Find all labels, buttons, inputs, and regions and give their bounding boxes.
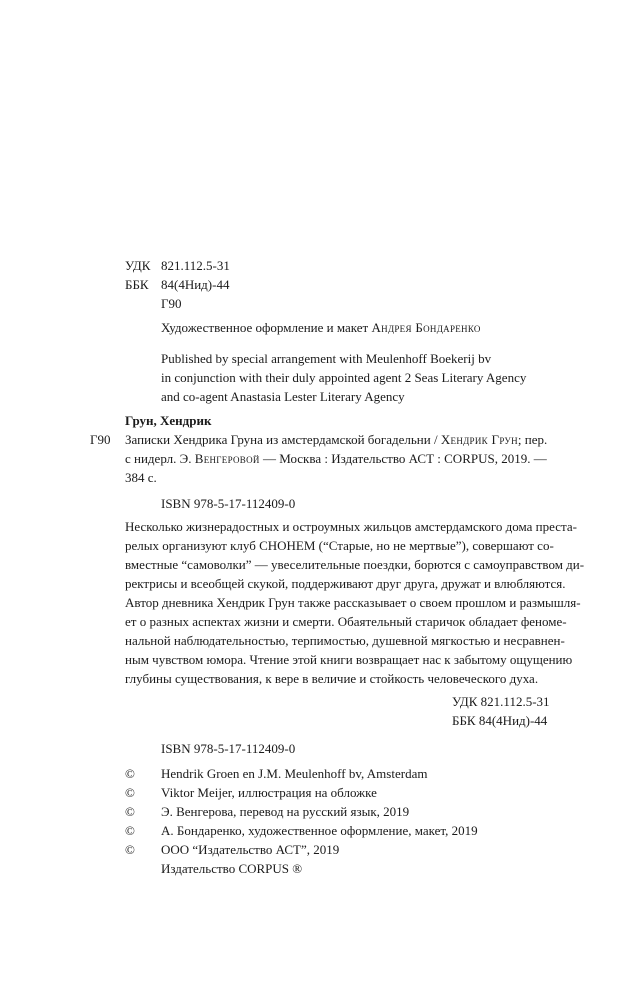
annotation-line: вместные “самоволки” — увеселительные поездки, борются с самоуправством ди- (125, 557, 585, 572)
copyright-symbol: © (125, 823, 135, 838)
publishing-note-line: and co-agent Anastasia Lester Literary Agency (161, 389, 405, 404)
annotation-line: нальной наблюдательностью, терпимостью, душевной мягкостью и несравнен- (125, 633, 565, 648)
copyright-symbol: © (125, 785, 135, 800)
bib-translation-prefix: ; пер. (517, 432, 548, 447)
design-credit (161, 319, 481, 337)
bbk-right: ББК 84(4Нид)-44 (452, 713, 548, 728)
publishing-note-line: Published by special arrangement with Meulenhoff Boekerij bv (161, 351, 492, 366)
annotation-line: ректрисы и всеобщей скукой, поддерживают друг друга, дружат и влюбляются. (125, 576, 566, 591)
bbk-label: ББК (125, 277, 149, 292)
annotation-line: ным чувством юмора. Чтение этой книги возвращает нас к забытому ощущению (125, 652, 573, 667)
isbn-second: ISBN 978-5-17-112409-0 (161, 741, 296, 756)
bib-author-name: Хендрик Грун (440, 432, 518, 447)
bib-title-line (125, 431, 547, 449)
udk-right: УДК 821.112.5-31 (452, 694, 550, 709)
copyright-symbol: © (125, 842, 135, 857)
copyright-symbol: © (125, 804, 135, 819)
copyright-text: А. Бондаренко, художественное оформление, макет, 2019 (161, 823, 478, 838)
bib-translator-name: Венгеровой (194, 451, 260, 466)
annotation-line: ет о разных аспектах жизни и смерти. Обаятельный старичок обладает феноме- (125, 614, 567, 629)
isbn-first: ISBN 978-5-17-112409-0 (161, 496, 296, 511)
copyright-text: Hendrik Groen en J.M. Meulenhoff bv, Amsterdam (161, 766, 428, 781)
bib-translator-prefix: с нидерл. Э. (125, 451, 192, 466)
bib-publisher: — Москва : Издательство АСТ : CORPUS, 2019. — (262, 451, 547, 466)
copyright-text: ООО “Издательство АСТ”, 2019 (161, 842, 340, 857)
udk-value: 821.112.5-31 (161, 258, 230, 273)
bib-author-mark: Г90 (90, 432, 111, 447)
annotation-line: релых организуют клуб СНОНЕМ (“Старые, но не мертвые”), совершают со- (125, 538, 554, 553)
imprint: Издательство CORPUS ® (161, 861, 303, 876)
copyright-text: Viktor Meijer, иллюстрация на обложке (161, 785, 377, 800)
bib-imprint-line (125, 450, 547, 468)
annotation-line: Несколько жизнерадостных и остроумных жильцов амстердамского дома преста- (125, 519, 577, 534)
bib-title: Записки Хендрика Груна из амстердамской богадельни / (125, 432, 438, 447)
bbk-value: 84(4Нид)-44 (161, 277, 230, 292)
annotation-line: Автор дневника Хендрик Грун также рассказывает о своем прошлом и размышля- (125, 595, 581, 610)
publishing-note-line: in conjunction with their duly appointed agent 2 Seas Literary Agency (161, 370, 527, 385)
author-heading: Грун, Хендрик (125, 413, 212, 428)
bib-pages: 384 с. (125, 470, 157, 485)
design-credit-name: Андрея Бондаренко (371, 320, 481, 335)
udk-label: УДК (125, 258, 151, 273)
design-credit-prefix: Художественное оформление и макет (161, 320, 369, 335)
copyright-symbol: © (125, 766, 135, 781)
annotation-line: глубины существования, к вере в величие и стойкость человеческого духа. (125, 671, 539, 686)
author-mark: Г90 (161, 296, 182, 311)
copyright-text: Э. Венгерова, перевод на русский язык, 2019 (161, 804, 410, 819)
